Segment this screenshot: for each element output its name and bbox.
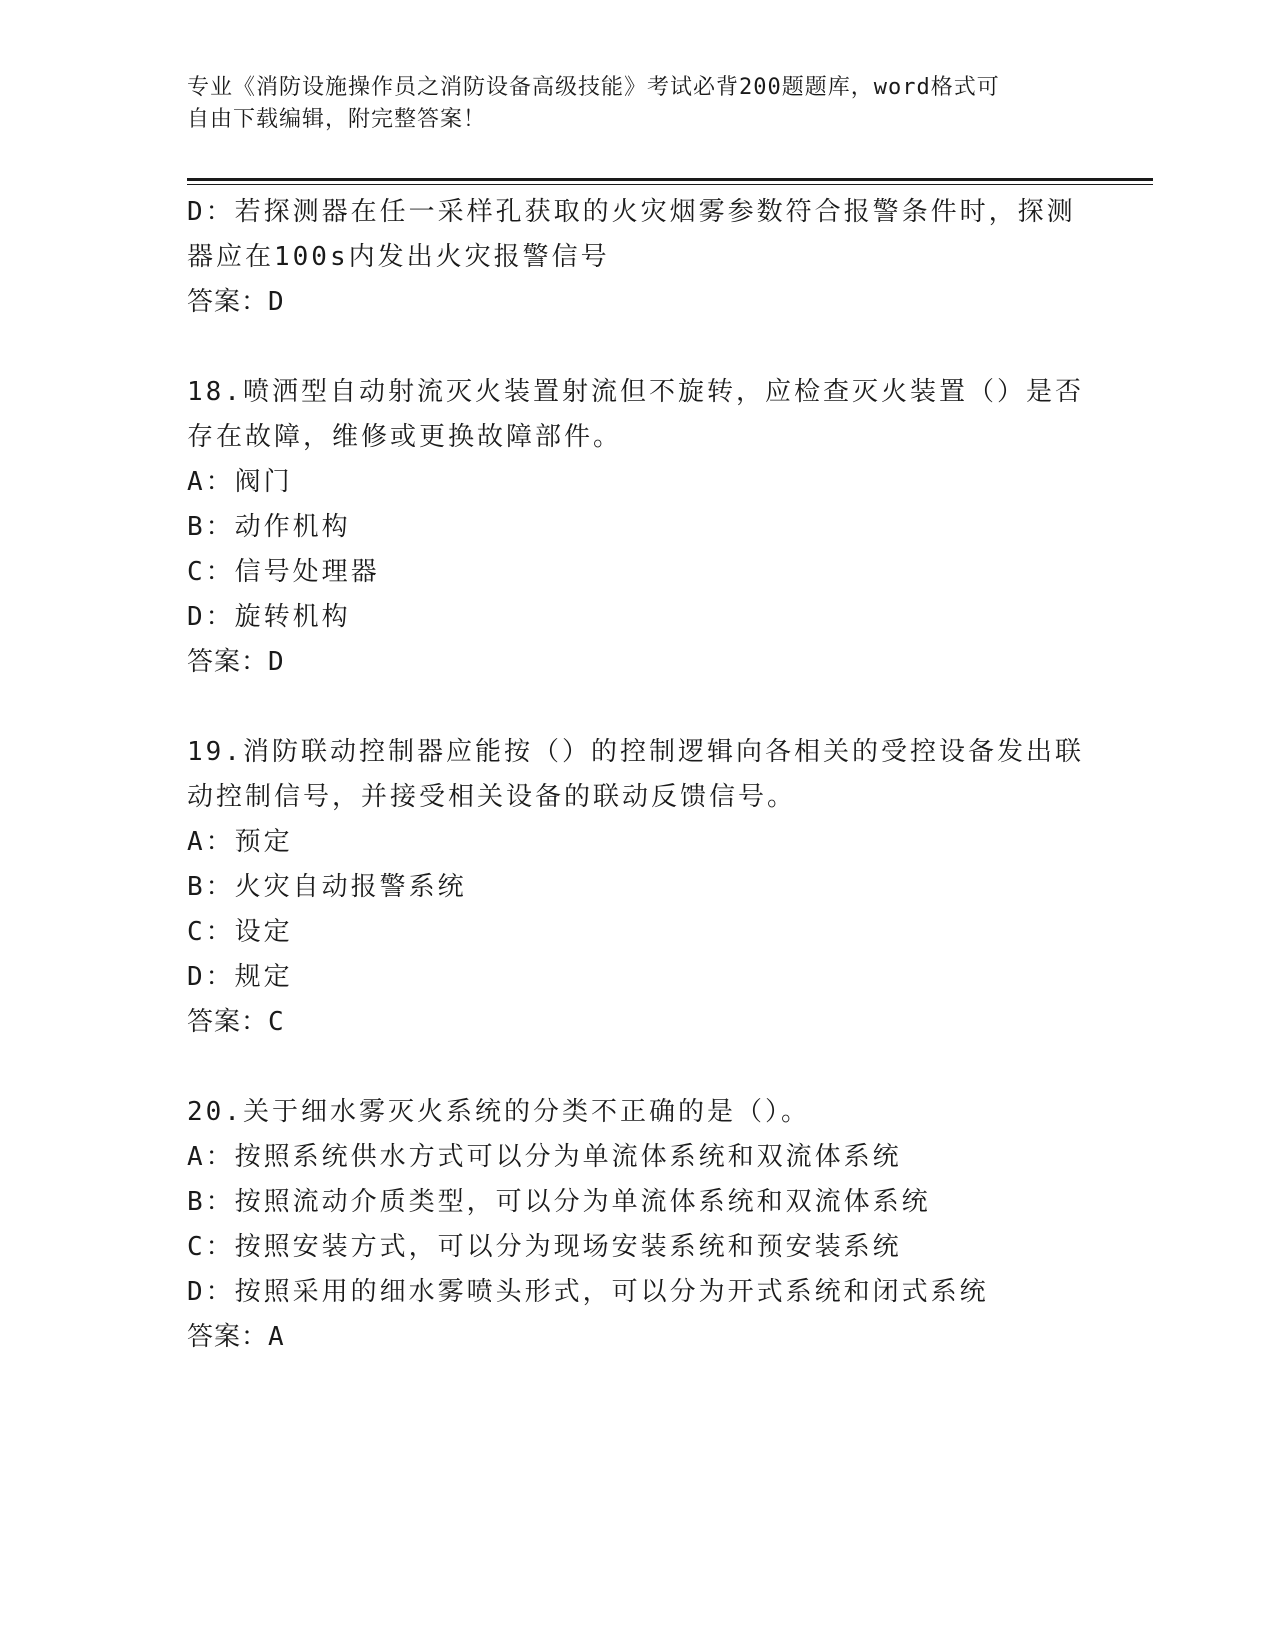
option-a: A：阀门 — [187, 467, 293, 497]
option-d: D：规定 — [187, 962, 293, 992]
header-divider-thin — [187, 184, 1153, 185]
question-20 — [187, 1090, 1087, 1360]
option-b: B：动作机构 — [187, 512, 351, 542]
option-d-line-2: 器应在100s内发出火灾报警信号 — [187, 242, 610, 272]
question-stem-line-2: 存在故障，维修或更换故障部件。 — [187, 422, 623, 452]
answer-line: 答案：A — [187, 1322, 285, 1352]
question-stem-line-1: 19.消防联动控制器应能按（）的控制逻辑向各相关的受控设备发出联 — [187, 737, 1084, 767]
option-a: A：预定 — [187, 827, 293, 857]
continued-question — [187, 190, 1087, 325]
option-b: B：火灾自动报警系统 — [187, 872, 467, 902]
answer-line: 答案：C — [187, 1007, 285, 1037]
answer-line: 答案：D — [187, 287, 285, 317]
option-c: C：设定 — [187, 917, 293, 947]
option-c: C：按照安装方式，可以分为现场安装系统和预安装系统 — [187, 1232, 902, 1262]
question-19 — [187, 730, 1087, 1045]
option-d: D：旋转机构 — [187, 602, 351, 632]
option-d: D：按照采用的细水雾喷头形式，可以分为开式系统和闭式系统 — [187, 1277, 989, 1307]
header-line-2: 自由下载编辑，附完整答案！ — [187, 107, 487, 132]
option-b: B：按照流动介质类型，可以分为单流体系统和双流体系统 — [187, 1187, 931, 1217]
header-line-1: 专业《消防设施操作员之消防设备高级技能》考试必背200题题库，word格式可 — [187, 75, 1000, 100]
header-divider-thick — [187, 178, 1153, 181]
question-stem-line-1: 20.关于细水雾灭火系统的分类不正确的是（）。 — [187, 1097, 810, 1127]
option-a: A：按照系统供水方式可以分为单流体系统和双流体系统 — [187, 1142, 902, 1172]
question-stem-line-2: 动控制信号，并接受相关设备的联动反馈信号。 — [187, 782, 797, 812]
question-content — [187, 190, 1087, 1405]
option-d-line-1: D：若探测器在任一采样孔获取的火灾烟雾参数符合报警条件时，探测 — [187, 197, 1076, 227]
option-c: C：信号处理器 — [187, 557, 380, 587]
answer-line: 答案：D — [187, 647, 285, 677]
document-header — [187, 72, 1067, 136]
question-stem-line-1: 18.喷洒型自动射流灭火装置射流但不旋转，应检查灭火装置（）是否 — [187, 377, 1084, 407]
question-18 — [187, 370, 1087, 685]
